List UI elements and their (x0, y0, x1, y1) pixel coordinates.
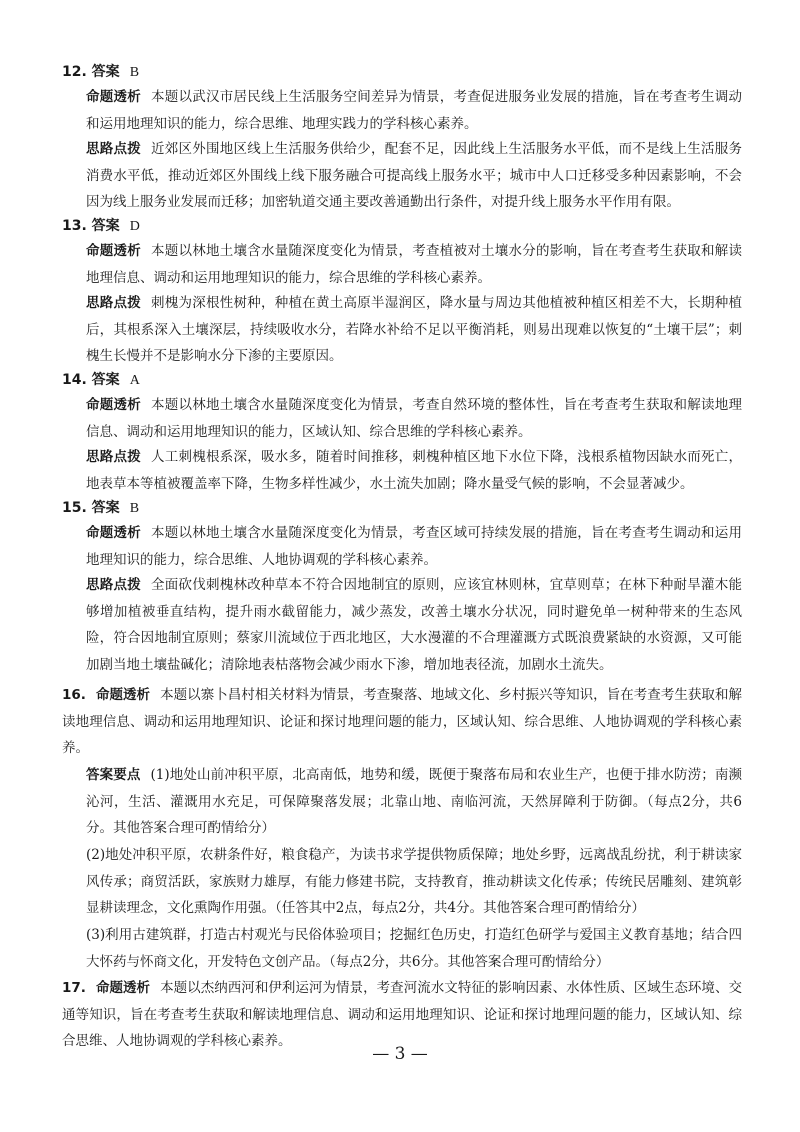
q14-analysis-label: 命题透析 (86, 397, 141, 413)
q16-answer-point-1 (86, 762, 742, 842)
q16-answer-point-2 (86, 842, 742, 922)
page-number: — 3 — (372, 1044, 428, 1064)
q13-hint (86, 290, 742, 370)
q16-analysis (62, 682, 742, 762)
q12-number: 12. 答案 (62, 64, 120, 80)
q15-answer: B (129, 501, 140, 516)
q13-hint-text: 刺槐为深根性树种，种植在黄土高原半湿润区，降水量与周边其他植被种植区相差不大，长期种植后，其根系深入土壤深层，持续吸收水分，若降水补给不足以平衡消耗，则易出现难以恢复的“土壤干层”；刺槐生长慢并不是影响水分下渗的主要原因。 (86, 295, 742, 364)
q17-number: 17. (62, 980, 86, 996)
q13-analysis-text: 本题以林地土壤含水量随深度变化为情景，考查植被对土壤水分的影响，旨在考查考生获取和解读地理信息、调动和运用地理知识的能力，综合思维的学科核心素养。 (86, 243, 742, 286)
q15-hint-label: 思路点拨 (86, 577, 141, 593)
q16-point-3-text: (3)利用古建筑群，打造古村观光与民俗体验项目；挖掘红色历史，打造红色研学与爱国主义教育基地；结合四大怀药与怀商文化，开发特色文创产品。（每点2分，共6分。其他答案合理可酌情给分） (86, 927, 742, 970)
q12-heading (62, 62, 139, 83)
q15-number: 15. 答案 (62, 500, 120, 516)
q12-analysis-label: 命题透析 (86, 89, 141, 105)
q14-heading (62, 370, 140, 391)
q13-analysis-label: 命题透析 (86, 243, 141, 259)
q12-hint-label: 思路点拨 (86, 141, 141, 157)
q12-analysis (86, 84, 742, 137)
q14-hint-label: 思路点拨 (86, 449, 141, 465)
q16-number: 16. (62, 687, 86, 703)
q14-answer: A (129, 373, 140, 388)
q16-analysis-label: 命题透析 (95, 687, 151, 703)
q14-hint-text: 人工刺槐根系深，吸水多，随着时间推移，刺槐种植区地下水位下降，浅根系植物因缺水而死亡，地表草本等植被覆盖率下降，生物多样性减少，水土流失加剧；降水量受气候的影响，不会显著减少。 (86, 449, 742, 492)
q15-heading (62, 498, 139, 519)
q16-point-2-text: (2)地处冲积平原，农耕条件好，粮食稳产，为读书求学提供物质保障；地处乡野，远离战乱纷扰，利于耕读家风传承；商贸活跃，家族财力雄厚，有能力修建书院，支持教育，推动耕读文化传承；传统民居雕刻、建筑彰显耕读理念，文化熏陶作用强。（任答其中2点，每点2分，共4分。其他答案合理可酌情给分） (86, 847, 742, 916)
q16-point-1-text: (1)地处山前冲积平原，北高南低，地势和缓，既便于聚落布局和农业生产，也便于排水防涝；南濒沁河，生活、灌溉用水充足，可保障聚落发展；北靠山地、南临河流，天然屏障利于防御。（每点2分，共6分。其他答案合理可酌情给分） (86, 767, 743, 836)
q15-analysis-text: 本题以林地土壤含水量随深度变化为情景，考查区域可持续发展的措施，旨在考查考生调动和运用地理知识的能力，综合思维、人地协调观的学科核心素养。 (86, 525, 742, 568)
q12-hint (86, 136, 742, 216)
q16-answer-label: 答案要点 (86, 767, 141, 783)
q14-analysis-text: 本题以林地土壤含水量随深度变化为情景，考查自然环境的整体性，旨在考查考生获取和解读地理信息、调动和运用地理知识的能力，区域认知、综合思维的学科核心素养。 (86, 397, 742, 440)
q14-hint (86, 444, 742, 497)
q12-answer: B (129, 65, 140, 80)
q16-answer-point-3 (86, 922, 742, 975)
q13-analysis (86, 238, 742, 291)
q17-analysis-text: 本题以杰纳西河和伊利运河为情景，考查河流水文特征的影响因素、水体性质、区域生态环境、交通等知识，旨在考查考生获取和解读地理信息、调动和运用地理知识、论证和探讨地理问题的能力，区域认知、综合思维、人地协调观的学科核心素养。 (62, 980, 743, 1049)
q13-answer: D (129, 219, 140, 234)
q12-hint-text: 近郊区外围地区线上生活服务供给少，配套不足，因此线上生活服务水平低，而不是线上生活服务消费水平低，推动近郊区外围线上线下服务融合可提高线上服务水平；城市中人口迁移受多种因素影响，不会因为线上服务业发展而迁移；加密轨道交通主要改善通勤出行条件，对提升线上服务水平作用有限。 (86, 141, 742, 210)
q12-analysis-text: 本题以武汉市居民线上生活服务空间差异为情景，考查促进服务业发展的措施，旨在考查考生调动和运用地理知识的能力，综合思维、地理实践力的学科核心素养。 (86, 89, 742, 132)
q13-number: 13. 答案 (62, 218, 120, 234)
q14-number: 14. 答案 (62, 372, 120, 388)
q15-hint-text: 全面砍伐刺槐林改种草本不符合因地制宜的原则，应该宜林则林，宜草则草；在林下种耐旱灌木能够增加植被垂直结构，提升雨水截留能力，减少蒸发，改善土壤水分状况，同时避免单一树种带来的生态风险，符合因地制宜原则；蔡家川流域位于西北地区，大水漫灌的不合理灌溉方式既浪费紧缺的水资源，又可能加剧当地土壤盐碱化；清除地表枯落物会减少雨水下渗，增加地表径流，加剧水土流失。 (86, 577, 742, 673)
q14-analysis (86, 392, 742, 445)
q17-analysis-label: 命题透析 (95, 980, 151, 996)
q15-analysis (86, 520, 742, 573)
q15-analysis-label: 命题透析 (86, 525, 141, 541)
q16-analysis-text: 本题以寨卜昌村相关材料为情景，考查聚落、地域文化、乡村振兴等知识，旨在考查考生获取和解读地理信息、调动和运用地理知识、论证和探讨地理问题的能力，区域认知、综合思维、人地协调观的学科核心素养。 (62, 687, 743, 756)
q17-analysis (62, 975, 742, 1055)
q13-heading (62, 216, 140, 237)
q13-hint-label: 思路点拨 (86, 295, 141, 311)
q15-hint (86, 572, 742, 678)
